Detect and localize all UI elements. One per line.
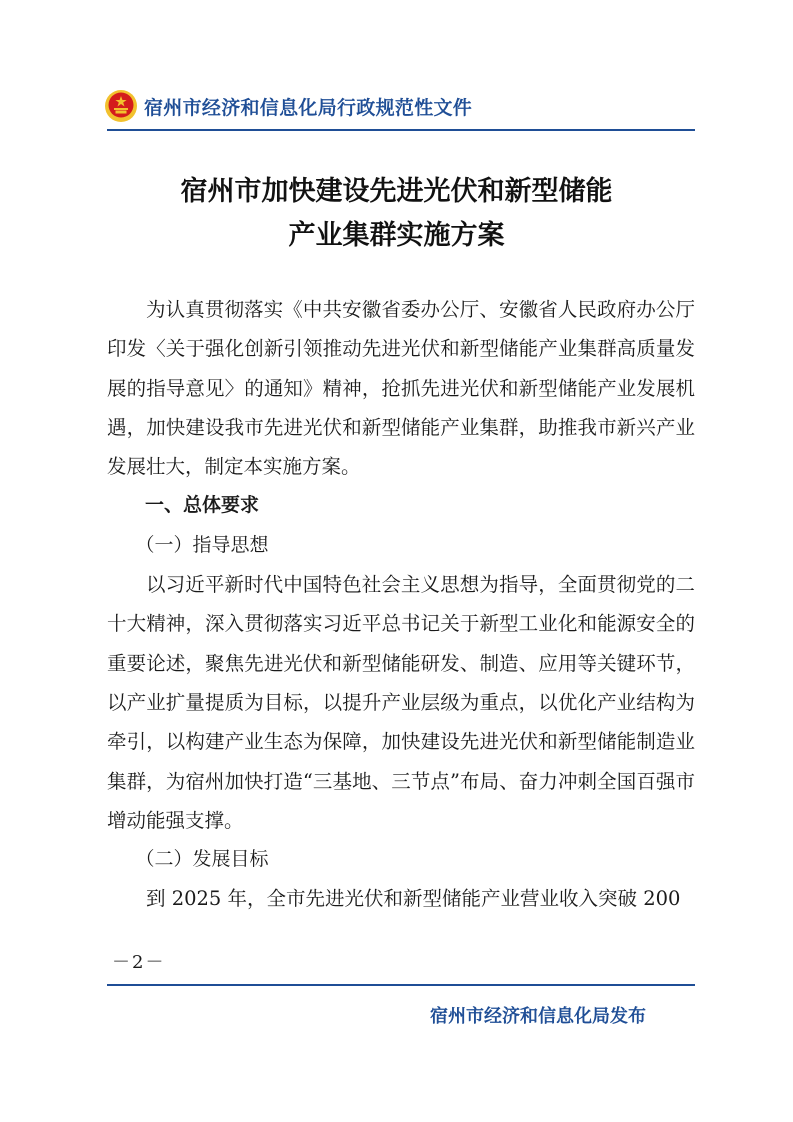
document-title	[0, 170, 793, 258]
footer-divider	[107, 984, 695, 986]
section-heading: 一、总体要求	[145, 494, 260, 517]
title-line-1: 宿州市加快建设先进光伏和新型储能	[180, 176, 613, 207]
document-header	[104, 86, 472, 126]
national-emblem-icon	[104, 89, 138, 123]
development-goals-paragraph: 到 2025 年，全市先进光伏和新型储能产业营业收入突破 200	[146, 887, 681, 911]
document-body	[107, 290, 695, 919]
title-line-2: 产业集群实施方案	[288, 220, 505, 251]
subsection-heading: （一）指导思想	[135, 533, 269, 556]
page-number: －2－	[112, 952, 166, 973]
guiding-ideology-paragraph: 以习近平新时代中国特色社会主义思想为指导，全面贯彻党的二十大精神，深入贯彻落实习近平总书记关于新型工业化和能源安全的重要论述，聚焦先进光伏和新型储能研发、制造、应用等关键环节，以产业扩量提质为目标，以提升产业层级为重点，以优化产业结构为牵引，以构建产业生态为保障，加快建设先进光伏和新型储能制造业集群，为宿州加快打造“三基地、三节点”布局、奋力冲刺全国百强市增动能强支撑。	[107, 573, 695, 832]
subsection-heading: （二）发展目标	[135, 848, 269, 871]
header-divider	[107, 129, 695, 131]
footer-publisher: 宿州市经济和信息化局发布	[430, 1006, 646, 1027]
header-title: 宿州市经济和信息化局行政规范性文件	[144, 96, 473, 119]
intro-paragraph: 为认真贯彻落实《中共安徽省委办公厅、安徽省人民政府办公厅印发〈关于强化创新引领推动先进光伏和新型储能产业集群高质量发展的指导意见〉的通知》精神，抢抓先进光伏和新型储能产业发展机遇，加快建设我市先进光伏和新型储能产业集群，助推我市新兴产业发展壮大，制定本实施方案。	[107, 298, 695, 479]
